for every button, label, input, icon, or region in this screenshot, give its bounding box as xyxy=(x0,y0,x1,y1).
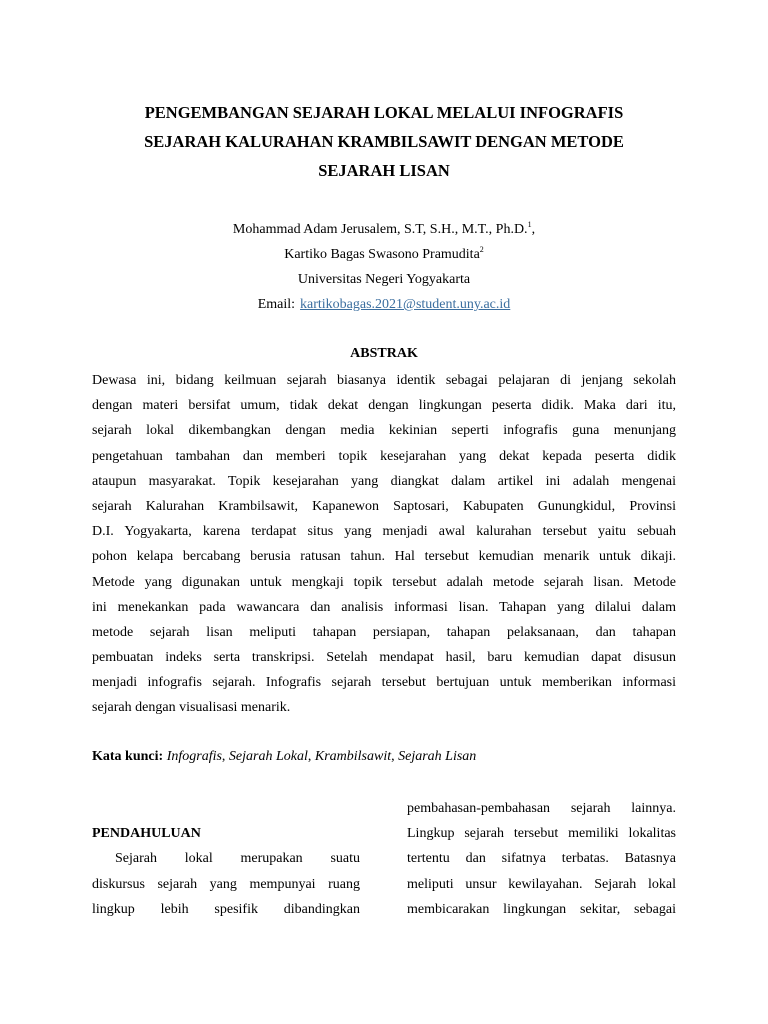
author-2-affiliation-mark: 2 xyxy=(479,245,484,254)
abstract-line: Dewasa ini, bidang keilmuan sejarah biasanya identik sebagai pelajaran di jenjang sekolah xyxy=(92,373,676,388)
email-label: Email: xyxy=(257,297,296,312)
keyword: Infografis xyxy=(166,749,222,764)
keywords-label: Kata kunci: xyxy=(92,749,164,764)
abstract-line: metode sejarah lisan meliputi tahapan persiapan, tahapan pelaksanaan, dan tahapan xyxy=(92,624,676,640)
keywords-line xyxy=(92,746,676,768)
body-line: pembahasan-pembahasan sejarah lainnya. xyxy=(407,801,676,816)
email-link[interactable]: kartikobagas.2021@student.uny.ac.id xyxy=(300,297,511,312)
author-line-1 xyxy=(92,217,676,242)
abstract-heading: ABSTRAK xyxy=(350,346,418,361)
abstract-line: ataupun masyarakat. Topik kesejarahan yang diangkat dalam artikel ini adalah mengenai xyxy=(92,473,676,489)
body-column-right xyxy=(407,796,676,922)
author-1-affiliation-mark: 1 xyxy=(527,220,532,229)
abstract-line: Metode yang digunakan untuk mengkaji topik tersebut adalah metode sejarah lisan. Metode xyxy=(92,574,676,590)
keyword-separator: , xyxy=(391,749,399,764)
keyword-separator: , xyxy=(221,749,229,764)
email-line xyxy=(92,292,676,317)
body-line: diskursus sejarah yang mempunyai ruang xyxy=(92,876,360,892)
body-line: tertentu dan sifatnya terbatas. Batasnya xyxy=(407,851,676,867)
author-2-name: Kartiko Bagas Swasono Pramudita xyxy=(284,247,480,262)
body-column-left xyxy=(92,796,360,922)
abstract-line: pohon kelapa bercabang berusia ratusan tahun. Hal tersebut kemudian menarik untuk dikaji. xyxy=(92,549,676,565)
abstract-line: menjadi infografis sejarah. Infografis sejarah tersebut bertujuan untuk memberikan informasi xyxy=(92,675,676,691)
abstract-body xyxy=(92,368,676,721)
abstract-line: D.I. Yogyakarta, karena terdapat situs yang menjadi awal kalurahan tersebut yaitu sebuah xyxy=(92,524,676,540)
keyword: Sejarah Lokal xyxy=(228,749,308,764)
title-line: SEJARAH LISAN xyxy=(318,161,450,180)
abstract-line: sejarah lokal dikembangkan dengan media kekinian seperti infografis guna menunjang xyxy=(92,423,676,439)
abstract-line: ini menekankan pada wawancara dan analisis informasi lisan. Tahapan yang dilalui dalam xyxy=(92,599,676,615)
keyword-separator: , xyxy=(307,749,315,764)
author-1-name: Mohammad Adam Jerusalem, S.T, S.H., M.T., Ph.D. xyxy=(232,222,528,237)
body-line: meliputi unsur kewilayahan. Sejarah lokal xyxy=(407,876,676,892)
keyword: Sejarah Lisan xyxy=(398,749,477,764)
abstract-line: pengetahuan tambahan dan memberi topik kesejarahan yang dekat kepada peserta didik xyxy=(92,448,676,464)
abstract-line: pembuatan indeks serta transkripsi. Setelah mendapat hasil, baru kemudian dapat disusun xyxy=(92,650,676,666)
author-line-2 xyxy=(92,242,676,267)
body-line: Sejarah lokal merupakan suatu xyxy=(115,851,360,867)
abstract-line: sejarah dengan visualisasi menarik. xyxy=(92,700,291,716)
column-spacer xyxy=(92,796,360,821)
keyword: Krambilsawit xyxy=(314,749,392,764)
body-line: lingkup lebih spesifik dibandingkan xyxy=(92,901,360,917)
body-line: membicarakan lingkungan sekitar, sebagai xyxy=(407,901,676,917)
author-block xyxy=(92,217,676,317)
abstract-line: sejarah Kalurahan Krambilsawit, Kapanewon Saptosari, Kabupaten Gunungkidul, Provinsi xyxy=(92,498,676,514)
body-line: Lingkup sejarah tersebut memiliki lokalitas xyxy=(407,826,676,842)
abstract-line: dengan materi bersifat umum, tidak dekat dengan lingkungan peserta didik. Maka dari itu, xyxy=(92,398,676,414)
title-line: SEJARAH KALURAHAN KRAMBILSAWIT DENGAN METODE xyxy=(144,132,624,151)
section-heading: PENDAHULUAN xyxy=(92,826,201,842)
author-1-suffix: , xyxy=(531,222,536,237)
title-line: PENGEMBANGAN SEJARAH LOKAL MELALUI INFOGRAFIS xyxy=(144,103,624,122)
paper-title xyxy=(92,98,676,185)
affiliation: Universitas Negeri Yogyakarta xyxy=(297,272,471,287)
